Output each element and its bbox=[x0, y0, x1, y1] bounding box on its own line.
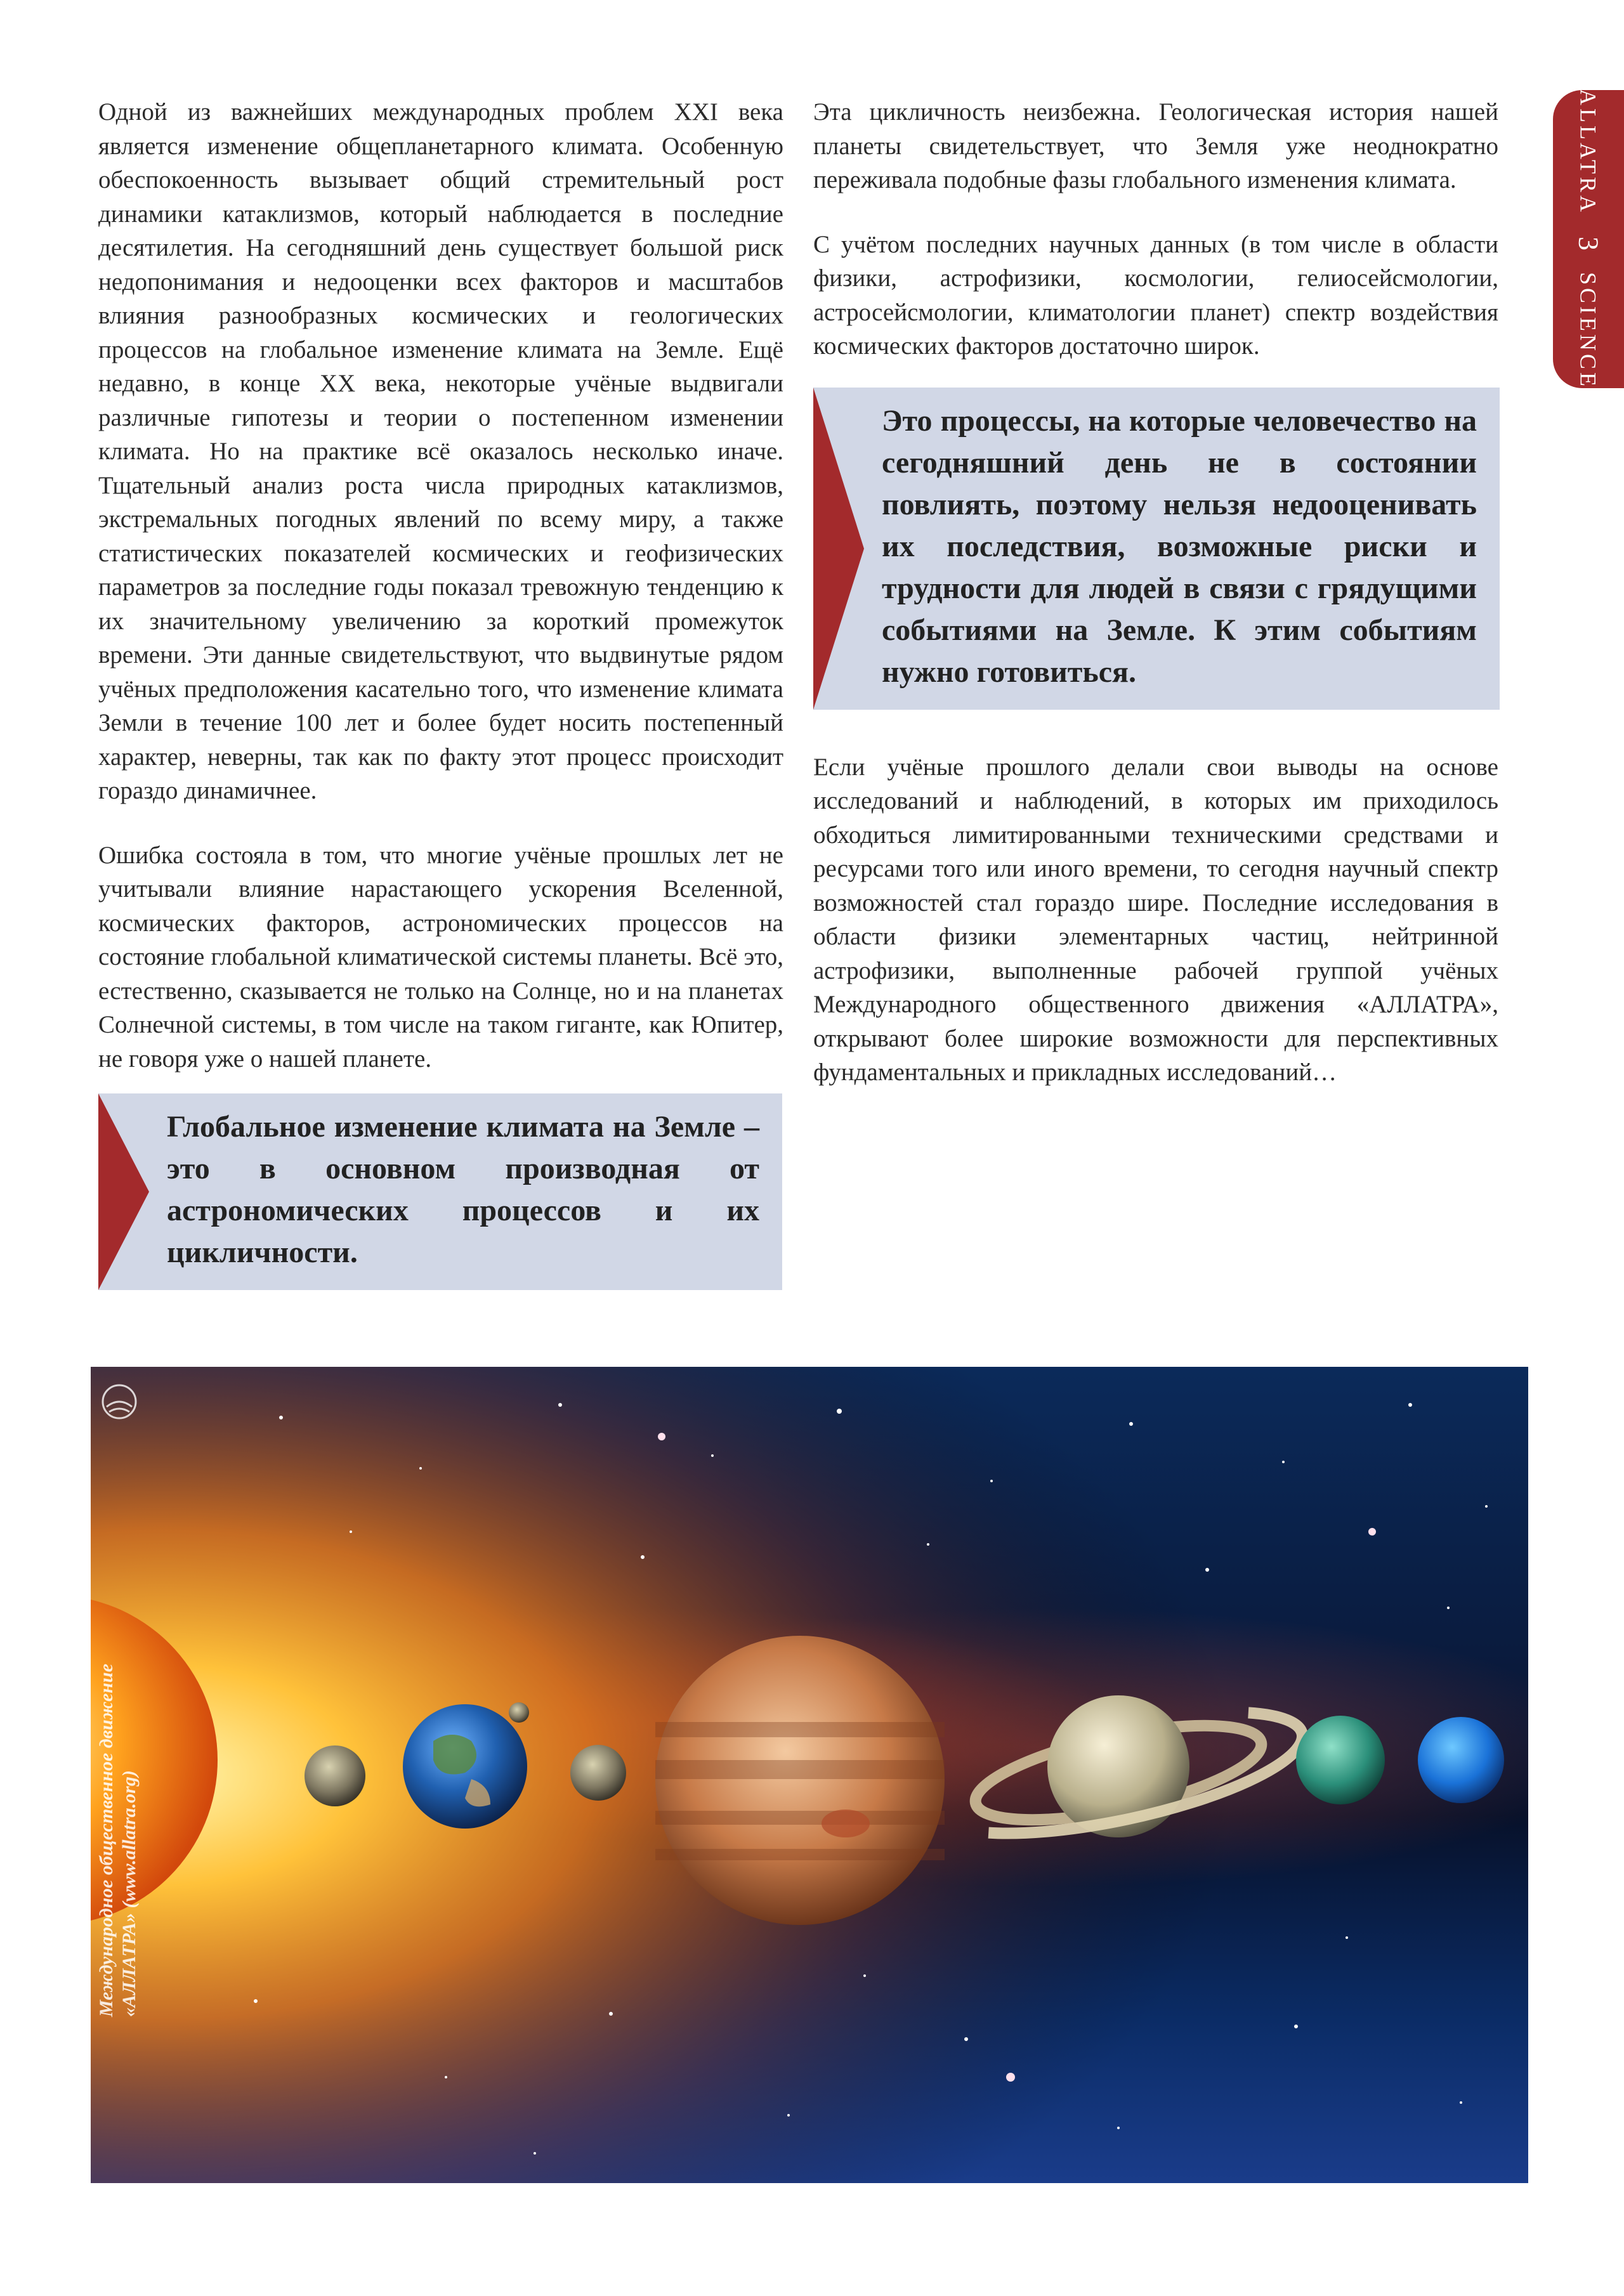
side-tab-text bbox=[1573, 89, 1605, 389]
moon bbox=[509, 1702, 529, 1723]
pull-quote-left bbox=[98, 1093, 782, 1290]
left-paragraph-2: Ошибка состояла в том, что многие учёные прошлых лет не учитывали влияние нарастающего ускорения Вселенной, космических факторов, астрономических процессов на состояние глобальной климатической системы планеты. Всё это, естественно, сказывается не только на Солнце, но и на планетах Солнечной системы, в том числе на таком гиганте, как Юпитер, не говоря уже о нашей планете. bbox=[98, 841, 783, 1073]
page-number: 3 bbox=[1573, 236, 1604, 251]
pull-quote-right-text: Это процессы, на которые человечество на сегодняшний день не в состоянии повлиять, поэтому нельзя недооценивать их последствия, возможные риски и трудности для людей в связи с грядущими событиями на Земле. К этим событиям нужно готовиться. bbox=[882, 403, 1477, 689]
mars-planet bbox=[570, 1745, 626, 1801]
mercury-planet bbox=[304, 1745, 365, 1806]
neptune-planet bbox=[1418, 1717, 1504, 1803]
left-paragraph-1: Одной из важнейших международных проблем XXI века является изменение общепланетарного климата. Особенную обеспокоенность вызывает общий стремительный рост динамики катаклизмов, который наблюдается в последние десятилетия. На сегодняшний день существует большой риск недопонимания и недооценки всех факторов и масштабов влияния разнообразных космических и геологических процессов на глобальное изменение климата на Земле. Ещё недавно, в конце XX века, некоторые учёные выдвигали различные гипотезы и теории о постепенном изменении климата. Но на практике всё оказалось несколько иначе. Тщательный анализ роста числа природных катаклизмов, экстремальных погодных явлений по всему миру, а также статистических показателей космических и геофизических параметров за последние годы показал тревожную тенденцию к их значительному увеличению за короткий промежуток времени. Эти данные свидетельствуют, что выдвинутые рядом учёных предположения касательно того, что изменение климата Земли в течение 100 лет и более будет носить постепенный характер, неверны, так как по факту этот процесс происходит гораздо динамичнее. bbox=[98, 98, 783, 804]
solar-system-illustration bbox=[91, 1367, 1528, 2183]
right-paragraph-1: Эта цикличность неизбежна. Геологическая история нашей планеты свидетельствует, что Земля уже неоднократно переживала подобные фазы глобального изменения климата. bbox=[813, 98, 1498, 193]
solar-system-image bbox=[91, 1367, 1528, 2183]
caption-line-1: Международное общественное движение bbox=[96, 1664, 117, 2017]
figure-caption-text bbox=[95, 1664, 141, 2017]
allatra-logo-icon bbox=[100, 1383, 138, 1421]
quote-chevron-icon bbox=[98, 1093, 149, 1290]
right-paragraph-2: С учётом последних научных данных (в том числе в области физики, астрофизики, космологии, гелиосейсмологии, астросейсмологии, климатологии планет) спектр воздействия космических факторов достаточно широк. bbox=[813, 230, 1498, 360]
pull-quote-right bbox=[813, 388, 1500, 710]
uranus-planet bbox=[1296, 1716, 1385, 1804]
right-paragraph-3: Если учёные прошлого делали свои выводы на основе исследований и наблюдений, в которых им приходилось обходиться лимитированными техническими средствами и ресурсами того или иного времени, то сегодня научный спектр возможностей стал гораздо шире. Последние исследования в области физики элементарных частиц, нейтринной астрофизики, выполненные рабочей группой учёных Международного общественного движения «АЛЛАТРА», открывают более широкие возможности для перспективных фундаментальных и прикладных исследований… bbox=[813, 753, 1498, 1086]
figure-caption bbox=[95, 1446, 140, 2017]
right-column bbox=[813, 95, 1498, 1120]
section-label: SCIENCE bbox=[1576, 271, 1601, 390]
brand-label: ALLATRA bbox=[1576, 88, 1601, 215]
pull-quote-left-text: Глобальное изменение климата на Земле – это в основном производная от астрономических процессов и их цикличности. bbox=[167, 1110, 759, 1269]
section-side-tab bbox=[1553, 90, 1624, 388]
jupiter-planet bbox=[655, 1636, 945, 1925]
caption-line-2: «АЛЛАТРА» (www.allatra.org) bbox=[119, 1770, 140, 2017]
left-column bbox=[98, 95, 783, 1290]
quote-chevron-icon bbox=[813, 388, 864, 710]
